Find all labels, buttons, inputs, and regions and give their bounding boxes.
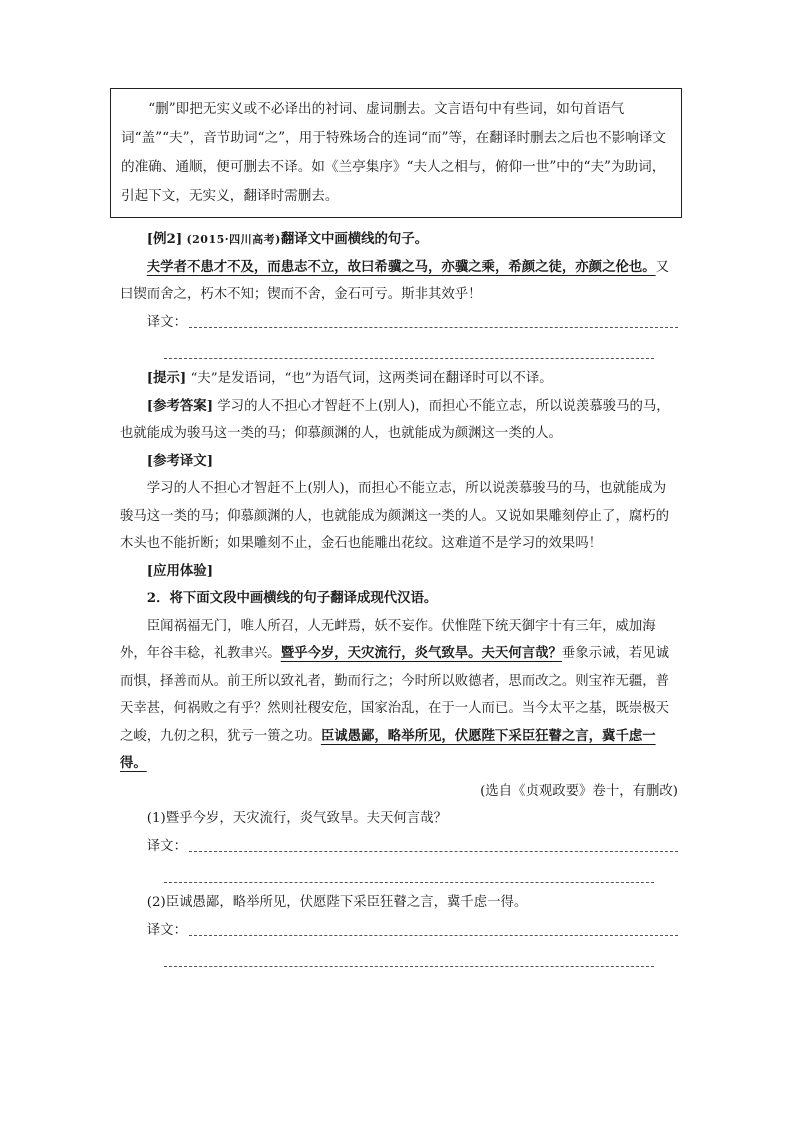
explanation-box [110,88,682,218]
example2-passage [120,254,678,309]
question-2-answer-blank-2[interactable] [164,944,654,967]
example2-answer-line[interactable] [120,309,678,337]
question-2-answer-blank[interactable] [189,935,678,936]
example2-passage-rest: 又曰锲而舍之，朽木不知；锲而不舍，金石可亏。斯非其效乎！ [120,259,670,302]
main-content [120,226,678,973]
example2-heading [120,226,678,254]
question-2-answer-label: 译文： [146,922,187,938]
hint-text: “夫”是发语词，“也”为语气词，这两类词在翻译时可以不译。 [190,371,553,386]
practice-underlined-2: 臣诚愚鄙，略举所见，伏愿陛下采臣狂瞽之言，冀千虑一得。 [120,727,656,771]
example2-underlined-sentence: 夫学者不患才不及，而患志不立，故曰希骥之马，亦骥之乘，希颜之徒，亦颜之伦也。 [146,258,656,275]
question-1-answer-label: 译文： [146,838,187,854]
practice-passage-part1: 臣闻祸福无门，唯人所召，人无衅焉，妖不妄作。伏惟陛下统天御宇十有三年，威加海外，年谷丰稔，礼教聿兴。 [120,618,656,661]
practice-underlined-1: 暨乎今岁，天灾流行，炎气致旱。夫天何言哉？ [280,645,562,661]
question-1-answer-blank-2[interactable] [164,860,654,883]
example2-label: [例2] [146,231,183,247]
reference-translation-text: 学习的人不担心才智赶不上(别人)，而担心不能立志，所以说羡慕骏马的马，也就能成为骏马这一类的马；仰慕颜渊的人，也就能成为颜渊这一类的人。又说如果雕刻停止了，腐朽的木头也不能折断；如果雕刻不止，金石也能雕出花纹。这难道不是学习的效果吗！ [120,481,670,551]
practice-passage-part2: 垂象示诫，若见诚而惧，择善而从。前王所以致礼者，勤而行之；今时所以败德者，思而改之。则宝祚无疆，普天幸甚，何祸败之有乎？然则社稷安危，国家治乱，在于一人而已。当今太平之基，既崇极天之峻，九仞之积，犹亏一篑之功。 [120,646,670,744]
example2-answer-blank-2[interactable] [164,336,654,359]
question-2: (2)臣诚愚鄙，略举所见，伏愿陛下采臣狂瞽之言，冀千虑一得。 [146,895,528,910]
question-2-answer-line[interactable] [120,917,678,945]
reference-answer [120,393,678,448]
practice-label: [应用体验] [146,562,214,579]
example2-answer-label: 译文： [146,314,187,330]
practice-passage [120,613,678,778]
reference-answer-label: [参考答案] [146,397,214,414]
reference-translation-label: [参考译文] [146,452,214,469]
example2-instruction: 翻译文中画横线的句子。 [280,231,429,247]
hint [120,365,678,393]
practice-instruction: 2．将下面文段中画横线的句子翻译成现代汉语。 [146,590,438,606]
example2-source: (2015·四川高考) [186,233,281,246]
explanation-text: “删”即把无实义或不必译出的衬词、虚词删去。文言语句中有些词，如句首语气词“盖”“夫”，音节助词“之”，用于特殊场合的连词“而”等，在翻译时删去之后也不影响译文的准确、通顺，便可删去不译。如《兰亭集序》“夫人之相与，俯仰一世”中的“夫”为助词，引起下文，无实义，翻译时需删去。 [121,101,666,204]
question-1: (1)暨乎今岁，天灾流行，炎气致旱。夫天何言哉？ [146,811,447,826]
hint-label: [提示] [146,370,187,386]
reference-answer-text: 学习的人不担心才智赶不上(别人)，而担心不能立志，所以说羡慕骏马的马，也就能成为骏马这一类的马；仰慕颜渊的人，也就能成为颜渊这一类的人。 [120,398,670,441]
question-1-answer-blank[interactable] [189,851,678,852]
example2-answer-blank[interactable] [189,327,678,328]
question-1-answer-line[interactable] [120,833,678,861]
practice-source: (选自《贞观政要》卷十，有删改) [480,783,678,799]
